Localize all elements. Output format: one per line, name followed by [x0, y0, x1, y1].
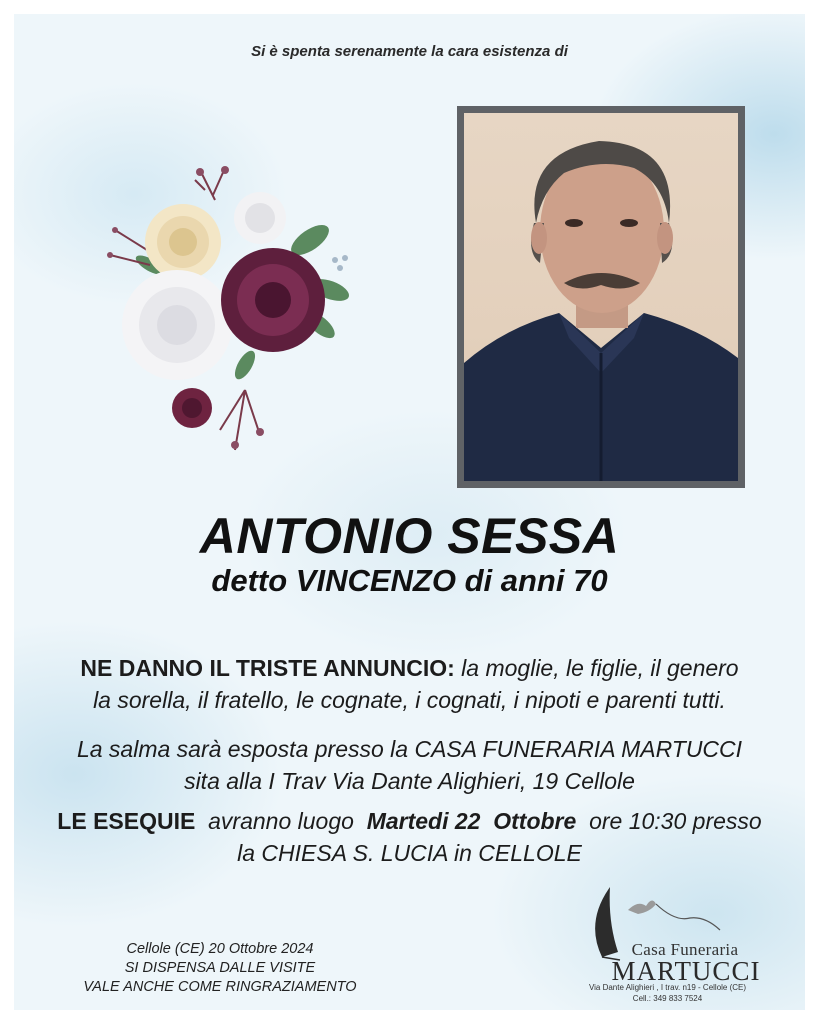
deceased-subtitle: detto VINCENZO di anni 70 [211, 563, 608, 598]
funeral-home-logo [580, 882, 761, 1010]
intro-text: Si è spenta serenamente la cara esistenza di [251, 43, 568, 60]
announcement-lead: NE DANNO IL TRISTE ANNUNCIO: [80, 655, 455, 681]
viewing-paragraph [0, 733, 819, 797]
footer-line-3: VALE ANCHE COME RINGRAZIAMENTO [83, 979, 357, 995]
funeral-lead: LE ESEQUIE [57, 808, 196, 834]
logo-line-1: Casa Funeraria [631, 940, 739, 959]
portrait-frame [457, 106, 745, 488]
viewing-line-1: La salma sarà esposta presso la CASA FUNERARIA MARTUCCI [76, 736, 743, 762]
deceased-name: ANTONIO SESSA [199, 508, 620, 564]
footer-notes [55, 940, 385, 997]
announcement-line-1-rest: la moglie, le figlie, il genero [454, 655, 739, 681]
announcement-line-1 [0, 652, 819, 684]
footer-place-date: Cellole (CE) 20 Ottobre 2024 [126, 941, 314, 957]
funeral-line-1 [0, 805, 819, 837]
funeral-text-1: avranno luogo [195, 808, 367, 834]
logo-address: Via Dante Alighieri , I trav. n19 - Cellole (CE) [588, 983, 747, 992]
portrait-photo [464, 113, 738, 481]
logo-line-2: MARTUCCI [611, 956, 761, 986]
announcement-line-2: la sorella, il fratello, le cognate, i cognati, i nipoti e parenti tutti. [93, 687, 726, 713]
funeral-line-2: la CHIESA S. LUCIA in CELLOLE [237, 840, 582, 866]
footer-line-2: SI DISPENSA DALLE VISITE [124, 960, 316, 976]
funeral-paragraph [0, 805, 819, 869]
announcement-paragraph [0, 652, 819, 716]
logo-phone: Cell.: 349 833 7524 [632, 994, 703, 1003]
flower-bouquet-image [95, 160, 370, 460]
funeral-text-2: ore 10:30 presso [576, 808, 762, 834]
funeral-date: Martedi 22 Ottobre [366, 808, 577, 834]
viewing-line-2: sita alla I Trav Via Dante Alighieri, 19 Cellole [184, 768, 635, 794]
